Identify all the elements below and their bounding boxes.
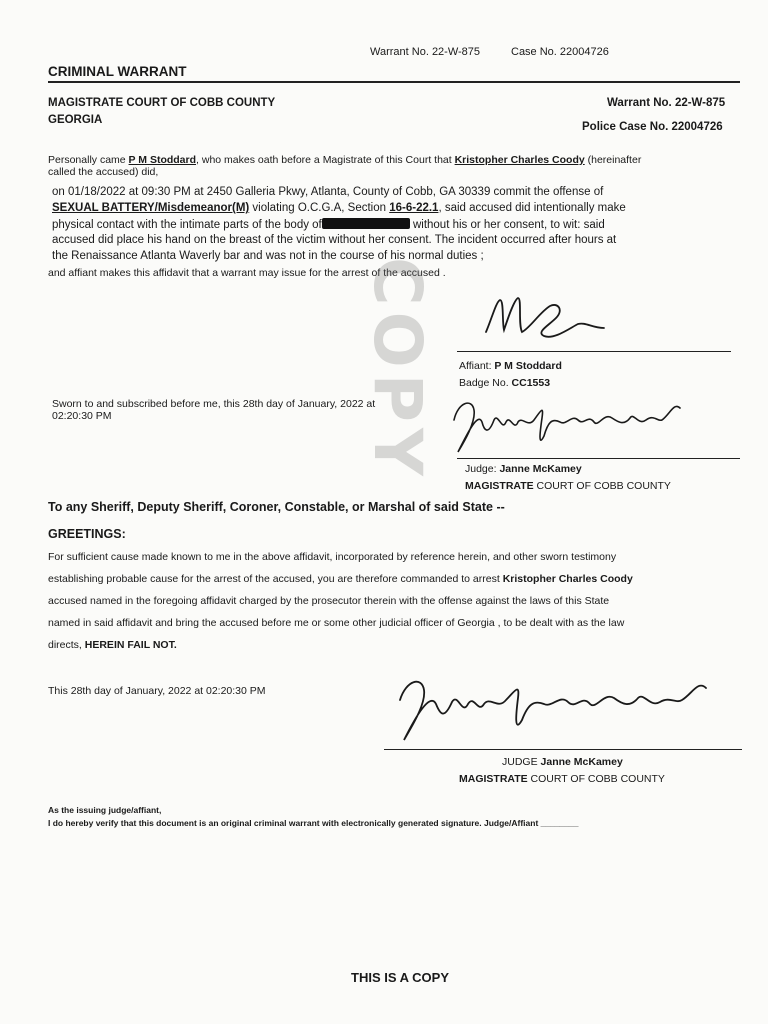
- text: establishing probable cause for the arrest of the accused, you are therefore commanded to arrest: [48, 573, 503, 585]
- ocga-section: 16-6-22.1: [389, 202, 439, 214]
- judge-signature-2: [392, 670, 732, 755]
- affidavit-line-8: and affiant makes this affidavit that a warrant may issue for the arrest of the accused .: [48, 267, 446, 279]
- affidavit-line-5: [52, 218, 605, 231]
- police-case-number: Police Case No. 22004726: [582, 121, 723, 133]
- accused-name-inline: Kristopher Charles Coody: [454, 154, 585, 166]
- text: directs,: [48, 639, 85, 651]
- judge-court-1: [465, 480, 671, 492]
- judge-court-2: [459, 773, 665, 785]
- badge-caption: [459, 377, 550, 389]
- text: Personally came: [48, 154, 129, 166]
- copy-watermark: [352, 257, 442, 482]
- accused-name-directive: Kristopher Charles Coody: [502, 573, 633, 585]
- header-warrant-ref: Warrant No. 22-W-875: [370, 46, 481, 58]
- affidavit-line-4: [52, 202, 626, 214]
- court-name: MAGISTRATE COURT OF COBB COUNTY: [48, 97, 276, 109]
- text: MAGISTRATE: [465, 480, 534, 492]
- affiant-signature-line: [457, 351, 731, 352]
- text: violating O.C.G.A, Section: [249, 202, 390, 214]
- judge-caption-2: [502, 756, 623, 768]
- sworn-line-1: Sworn to and subscribed before me, this 28th day of January, 2022 at: [52, 398, 376, 410]
- verify-line-2: I do hereby verify that this document is an original criminal warrant with electronically generated signature. Judge/Affiant ________: [48, 818, 579, 828]
- header-case-ref: Case No. 22004726: [511, 46, 609, 58]
- affiant-name: P M Stoddard: [494, 360, 562, 372]
- affidavit-line-3: on 01/18/2022 at 09:30 PM at 2450 Galleria Pkwy, Atlanta, County of Cobb, GA 30339 commit the offense of: [52, 186, 604, 198]
- affiant-name-inline: P M Stoddard: [128, 154, 197, 166]
- text: JUDGE: [502, 756, 541, 768]
- judge-signature-line-2: [384, 749, 742, 750]
- header-rule: [48, 81, 740, 83]
- sworn-line-2: 02:20:30 PM: [52, 410, 112, 422]
- text: MAGISTRATE: [459, 773, 528, 785]
- offense-name: SEXUAL BATTERY/Misdemeanor(M): [52, 202, 250, 214]
- text: Badge No.: [459, 377, 512, 389]
- document-title: CRIMINAL WARRANT: [48, 64, 187, 79]
- affiant-caption: [459, 360, 562, 372]
- text: COURT OF COBB COUNTY: [533, 480, 671, 492]
- affidavit-line-1: [48, 154, 738, 166]
- text: without his or her consent, to wit: said: [409, 219, 605, 231]
- verify-line-1: As the issuing judge/affiant,: [48, 805, 162, 815]
- directive-line-4: named in said affidavit and bring the accused before me or some other judicial officer of Georgia , to be dealt with as the law: [48, 617, 625, 629]
- dated-line: This 28th day of January, 2022 at 02:20:30 PM: [48, 685, 266, 697]
- text: (hereinafter: [584, 154, 642, 166]
- greetings-heading: GREETINGS:: [48, 527, 126, 541]
- badge-number: CC1553: [511, 377, 551, 389]
- directive-line-3: accused named in the foregoing affidavit charged by the prosecutor therein with the offense against the laws of this State: [48, 595, 610, 607]
- directive-line-2: [48, 573, 633, 585]
- text: Judge:: [465, 463, 500, 475]
- judge-name-2: Janne McKamey: [540, 756, 623, 768]
- text: physical contact with the intimate parts of the body of: [52, 219, 322, 231]
- judge-signature-line-1: [457, 458, 740, 459]
- copy-notice: THIS IS A COPY: [351, 970, 449, 985]
- judge-signature-1: [448, 392, 698, 467]
- directive-address: To any Sheriff, Deputy Sheriff, Coroner, Constable, or Marshal of said State --: [48, 500, 505, 514]
- text: Affiant:: [459, 360, 495, 372]
- text: , who makes oath before a Magistrate of this Court that: [196, 154, 455, 166]
- text: , said accused did intentionally make: [438, 202, 626, 214]
- affidavit-line-7: the Renaissance Atlanta Waverly bar and was not in the course of his normal duties ;: [52, 250, 484, 262]
- herein-fail-not: HEREIN FAIL NOT.: [84, 639, 177, 651]
- affidavit-line-2: called the accused) did,: [48, 166, 159, 178]
- directive-line-1: For sufficient cause made known to me in the above affidavit, incorporated by reference herein, and other sworn testimony: [48, 551, 617, 563]
- judge-caption-1: [465, 463, 582, 475]
- watermark-text: COPY: [358, 257, 436, 482]
- warrant-number: Warrant No. 22-W-875: [607, 97, 726, 109]
- judge-name-1: Janne McKamey: [499, 463, 582, 475]
- redaction-bar: [322, 218, 410, 229]
- court-state: GEORGIA: [48, 114, 103, 126]
- directive-line-5: [48, 639, 177, 651]
- affiant-signature: [478, 288, 628, 353]
- text: COURT OF COBB COUNTY: [527, 773, 665, 785]
- affidavit-line-6: accused did place his hand on the breast of the victim without her consent. The incident occurred after hours at: [52, 234, 617, 246]
